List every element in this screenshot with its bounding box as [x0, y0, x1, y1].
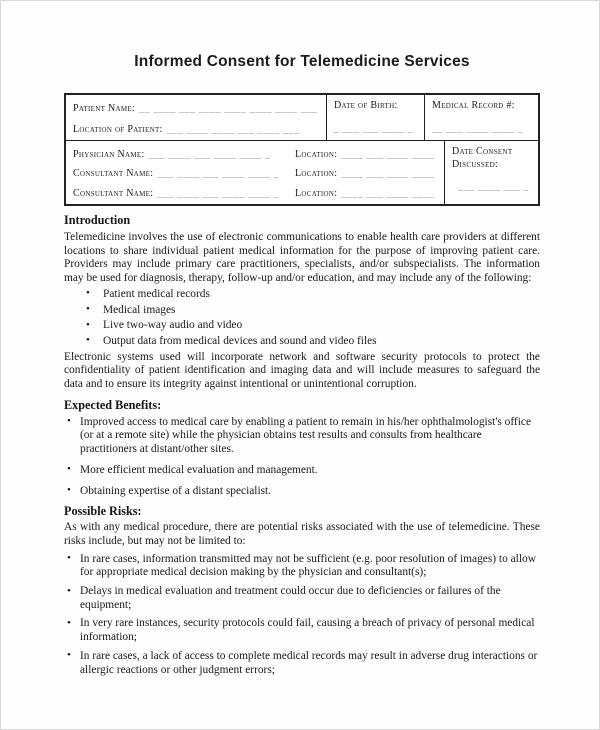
bullet-icon: •	[67, 616, 71, 629]
consultant-row-2	[73, 183, 437, 201]
list-item-text: Delays in medical evaluation and treatment could occur due to deficiencies or failures of the equipment;	[80, 585, 501, 611]
bullet-icon: •	[86, 303, 90, 316]
document-title: Informed Consent for Telemedicine Services	[134, 53, 470, 70]
location-of-patient-blank: ___ ____ ____ ___ ____ ___	[166, 123, 300, 135]
physician-row	[73, 144, 437, 162]
consultant2-name-blank: ___ ____ ___ ____ ____ _	[157, 188, 280, 200]
date-of-birth-label: Date of Birth:	[334, 100, 398, 111]
bullet-icon: •	[67, 552, 71, 565]
consultant1-name-blank: ___ ____ ___ ____ ____ _	[157, 168, 280, 180]
introduction-heading: Introduction	[64, 213, 131, 227]
section-expected-benefits	[64, 398, 540, 499]
physician-name-blank: ___ ____ ___ ____ ____ _	[148, 148, 271, 160]
risks-intro-paragraph: As with any medical procedure, there are potential risks associated with the use of telemedicine. These risks include, but may not be limited to:	[64, 521, 540, 547]
bullet-icon: •	[86, 318, 90, 331]
list-item	[67, 650, 540, 677]
consultant2-location-label: Location:	[295, 188, 338, 200]
list-item-text: Live two-way audio and video	[103, 319, 243, 332]
bullet-icon: •	[86, 334, 90, 347]
possible-risks-heading: Possible Risks:	[64, 504, 142, 519]
list-item-text: Improved access to medical care by enabling a patient to remain in his/her ophthalmologist's office (or at a remote site) while the physician obtains test results and consults from healthcare practitioners at distant/other sites.	[80, 415, 531, 456]
consultant1-name-label: Consultant Name:	[73, 168, 154, 180]
bullet-icon: •	[67, 484, 71, 497]
providers-cell	[66, 141, 445, 204]
consultant-row-1	[73, 163, 437, 181]
patient-info-table	[64, 93, 540, 206]
list-item-text: Obtaining expertise of a distant specialist.	[80, 484, 272, 497]
list-item	[67, 485, 540, 499]
location-of-patient-row	[73, 119, 319, 137]
list-item	[86, 319, 540, 333]
list-item	[86, 304, 540, 318]
list-item-text: In rare cases, information transmitted may not be sufficient (e.g. poor resolution of images) to allow for appropriate medical decision making by the physician and consultant(s);	[80, 552, 536, 579]
consultant1-name-part	[73, 163, 291, 181]
list-item-text: Output data from medical devices and sound and video files	[103, 334, 377, 347]
list-item-text: In very rare instances, security protocols could fail, causing a breach of privacy of personal medical information;	[80, 617, 535, 644]
physician-name-part	[73, 144, 291, 162]
bullet-icon: •	[67, 463, 71, 476]
bullet-icon: •	[67, 415, 71, 428]
date-of-birth-blank: _ ___ ___ ____ _	[334, 123, 414, 134]
section-introduction	[64, 213, 540, 392]
bullet-icon: •	[86, 287, 90, 300]
consultant2-name-part	[73, 183, 291, 201]
list-item-text: Medical images	[103, 303, 176, 316]
physician-location-label: Location:	[295, 148, 338, 160]
list-item-text: More efficient medical evaluation and management.	[80, 463, 318, 476]
introduction-paragraph-2: Electronic systems used will incorporate network and software security protocols to protect the confidentiality of patient identification and imaging data and will include measures to safeguard the data and to ensure its integrity against intentional or unintentional corruption.	[64, 350, 540, 391]
date-of-birth-cell	[327, 95, 425, 140]
table-row-patient	[66, 95, 538, 141]
bullet-icon: •	[67, 584, 71, 597]
list-item	[86, 288, 540, 302]
date-consent-label: Date Consent Discussed:	[452, 146, 513, 170]
introduction-bullet-list	[86, 288, 540, 349]
consultant1-location-blank: ____ ___ ____ ____	[341, 168, 435, 180]
expected-benefits-heading: Expected Benefits:	[64, 397, 162, 412]
list-item	[67, 416, 540, 457]
list-item-text: Patient medical records	[103, 287, 210, 300]
date-consent-blank: ___ ____ ___ _	[458, 181, 529, 192]
consultant2-name-label: Consultant Name:	[73, 188, 154, 200]
medical-record-label: Medical Record #:	[432, 100, 515, 111]
bullet-icon: •	[67, 649, 71, 662]
document-body	[1, 53, 599, 677]
patient-name-label: Patient Name:	[73, 103, 136, 115]
list-item	[67, 617, 540, 644]
list-item-text: In rare cases, a lack of access to complete medical records may result in adverse drug interactions or allergic reactions or other judgment errors;	[80, 649, 538, 676]
table-row-providers	[66, 141, 538, 204]
physician-name-label: Physician Name:	[73, 148, 145, 160]
list-item	[86, 335, 540, 349]
consultant1-location-label: Location:	[295, 168, 338, 180]
medical-record-cell	[425, 95, 538, 140]
section-possible-risks	[64, 504, 540, 677]
patient-name-row	[73, 98, 319, 116]
benefits-bullet-list	[67, 416, 540, 499]
date-consent-cell	[445, 141, 538, 204]
list-item	[67, 585, 540, 612]
medical-record-blank: __ ___ ____ ____ _	[432, 123, 523, 134]
list-item	[67, 553, 540, 580]
list-item	[67, 464, 540, 478]
consultant2-location-blank: ____ ___ ____ ____	[341, 188, 435, 200]
risks-bullet-list	[67, 553, 540, 678]
patient-cell	[66, 95, 327, 140]
location-of-patient-label: Location of Patient:	[73, 123, 163, 135]
introduction-paragraph-1: Telemedicine involves the use of electronic communications to enable health care providers at different locations to share individual patient medical information for the purpose of improving patient care. Providers may include primary care practitioners, specialists, and/or subspecialists. The information may be used for diagnosis, therapy, follow-up and/or education, and may include any of the following:	[64, 231, 540, 285]
physician-location-blank: ____ ___ ____ ____	[341, 148, 435, 160]
patient-name-blank: __ ____ ___ ____ ____ ____ ____ ___	[139, 103, 318, 115]
